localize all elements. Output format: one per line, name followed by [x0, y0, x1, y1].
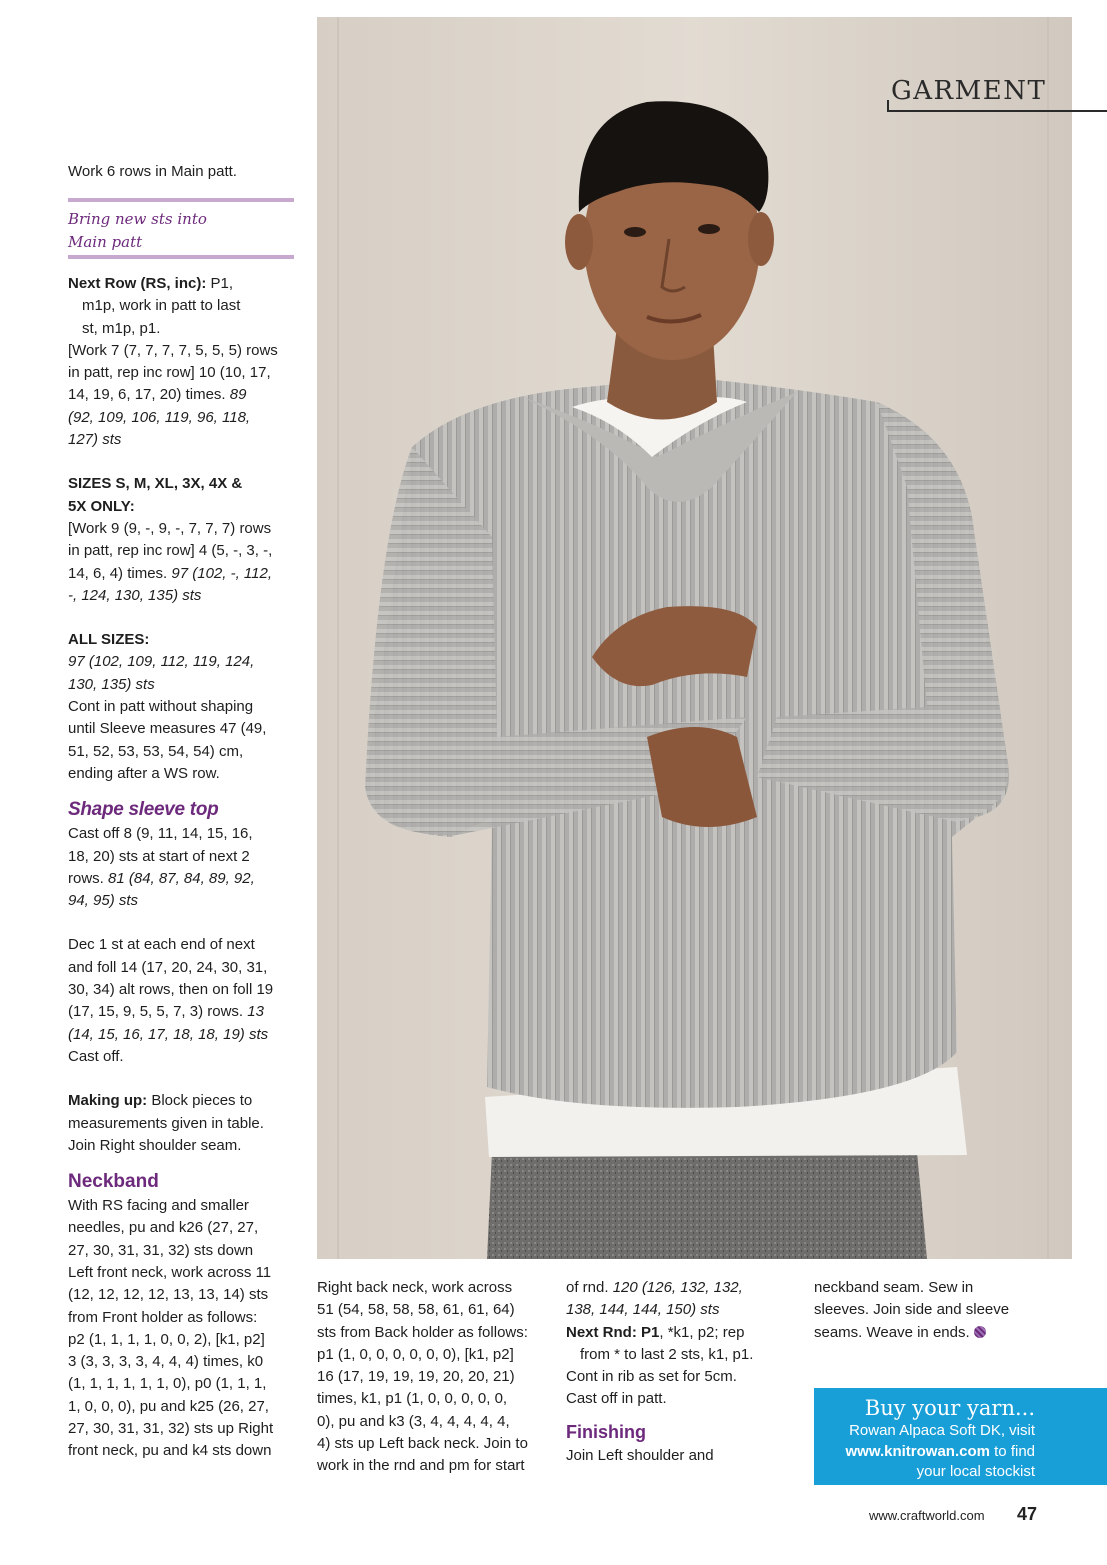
- para-2-line-3-b: 89: [225, 386, 247, 404]
- column-4-line-2: sleeves. Join side and sleeve: [814, 1301, 1010, 1319]
- next-rnd-label: Next Rnd: P1: [566, 1323, 660, 1341]
- para-4-line-4: until Sleeve measures 47 (49,: [68, 720, 267, 738]
- column-2-line: 51 (54, 58, 58, 58, 61, 61, 64): [317, 1301, 515, 1319]
- neckband-line: Left front neck, work across 11: [68, 1263, 272, 1281]
- neckband-line: With RS facing and smaller: [68, 1197, 249, 1215]
- column-2-line: work in the rnd and pm for start: [317, 1457, 525, 1475]
- buy-yarn-box: [814, 1388, 1107, 1485]
- making-up-line-2: measurements given in table.: [68, 1114, 264, 1132]
- column-3-line-1-b: 120 (126, 132, 132,: [608, 1279, 743, 1296]
- buy-yarn-title: Buy your yarn...: [864, 1396, 1035, 1420]
- next-row-text-a: P1,: [206, 275, 234, 292]
- para-3-line-3: [68, 563, 308, 585]
- para-5-line-3-a: rows.: [68, 869, 104, 887]
- para-5-line-3-b: 81 (84, 87, 84, 89, 92,: [103, 869, 255, 887]
- para-5-line-4: 94, 95) sts: [68, 892, 139, 910]
- para-4-line-1: 97 (102, 109, 112, 119, 124,: [68, 653, 255, 671]
- column-1-intro: [68, 161, 298, 183]
- column-3-line-1: [566, 1277, 806, 1299]
- para-4-line-2: 130, 135) sts: [68, 675, 155, 693]
- column-2-line: sts from Back holder as follows:: [317, 1323, 528, 1341]
- neckband-line: needles, pu and k26 (27, 27,: [68, 1219, 259, 1237]
- column-2-line: 4) sts up Left back neck. Join to: [317, 1435, 528, 1453]
- intro-text: Work 6 rows in Main patt.: [68, 163, 237, 180]
- next-row-line-2: m1p, work in patt to last: [82, 297, 241, 315]
- para-3-line-3-a: 14, 6, 4) times.: [68, 564, 168, 582]
- para-6-line-4-b: 13: [243, 1003, 264, 1021]
- neckband-line: 27, 30, 31, 31, 32) sts down: [68, 1241, 254, 1259]
- para-6-line-6: Cast off.: [68, 1047, 124, 1065]
- para-3-line-3-b: 97 (102, -, 112,: [167, 564, 273, 582]
- subheading-box: [68, 198, 294, 259]
- neckband-line: 1, 0, 0, 0), pu and k25 (26, 27,: [68, 1397, 269, 1415]
- buy-yarn-line-2: [814, 1442, 1035, 1463]
- para-2-line-1: [Work 7 (7, 7, 7, 7, 5, 5, 5) rows: [68, 341, 278, 359]
- para-5-line-2: 18, 20) sts at start of next 2: [68, 847, 250, 865]
- next-row-line-1: [68, 273, 308, 295]
- para-3-line-1: [Work 9 (9, -, 9, -, 7, 7, 7) rows: [68, 519, 272, 537]
- para-6-line-1: Dec 1 st at each end of next: [68, 936, 255, 954]
- neckband-line: p2 (1, 1, 1, 1, 0, 0, 2), [k1, p2]: [68, 1330, 265, 1348]
- column-3-line-1-a: of rnd.: [566, 1279, 609, 1296]
- column-2-line: 0), pu and k3 (3, 4, 4, 4, 4, 4,: [317, 1412, 510, 1430]
- making-up-text-a: Block pieces to: [147, 1092, 253, 1110]
- para-5-line-1: Cast off 8 (9, 11, 14, 15, 16,: [68, 825, 253, 843]
- making-up-label: Making up:: [68, 1092, 148, 1110]
- next-row-label: Next Row (RS, inc):: [68, 275, 207, 292]
- para-2-line-3-a: 14, 19, 6, 17, 20) times.: [68, 386, 226, 404]
- subheading-line-1: Bring new sts into: [68, 210, 207, 228]
- neckband-line: 3 (3, 3, 3, 3, 4, 4, 4) times, k0: [68, 1353, 264, 1371]
- column-3-line-6: Cast off in patt.: [566, 1390, 667, 1408]
- para-2-line-3: [68, 384, 308, 406]
- neckband-line: (1, 1, 1, 1, 1, 1, 0), p0 (1, 1, 1,: [68, 1375, 267, 1393]
- para-3-line-4: -, 124, 130, 135) sts: [68, 586, 202, 604]
- column-3-line-2: 138, 144, 144, 150) sts: [566, 1301, 720, 1319]
- buy-yarn-line-1: Rowan Alpaca Soft DK, visit: [849, 1422, 1035, 1439]
- man-in-grey-ribbed-sweater-illustration: [317, 17, 1072, 1259]
- page-number: 47: [1017, 1504, 1038, 1524]
- column-1: [68, 273, 308, 1463]
- shape-sleeve-top-heading: Shape sleeve top: [68, 799, 219, 821]
- next-rnd-line-1: [566, 1322, 806, 1344]
- para-4-line-6: ending after a WS row.: [68, 764, 220, 782]
- neckband-line: 27, 30, 31, 31, 32) sts up Right: [68, 1420, 274, 1438]
- model-photo: [317, 17, 1072, 1259]
- column-3: [566, 1277, 806, 1467]
- column-4-line-3: [814, 1322, 1084, 1344]
- footer-url[interactable]: www.craftworld.com: [869, 1508, 985, 1523]
- neckband-line: front neck, pu and k4 sts down: [68, 1442, 272, 1460]
- column-3-line-7: Join Left shoulder and: [566, 1446, 714, 1464]
- section-tag-label: GARMENT: [891, 76, 1047, 106]
- next-rnd-line-2: from * to last 2 sts, k1, p1.: [580, 1345, 754, 1363]
- para-2-line-2: in patt, rep inc row] 10 (10, 17,: [68, 364, 271, 382]
- column-2: [317, 1277, 557, 1478]
- sizes-heading-line-2: 5X ONLY:: [68, 497, 135, 515]
- sizes-heading-line-1: SIZES S, M, XL, 3X, 4X &: [68, 475, 243, 493]
- next-row-line-3: st, m1p, p1.: [82, 319, 161, 337]
- neckband-line: from Front holder as follows:: [68, 1308, 258, 1326]
- subheading-text: [68, 202, 294, 255]
- subheading-bottom-rule: [68, 255, 294, 259]
- knitrowan-link[interactable]: www.knitrowan.com: [845, 1442, 990, 1460]
- buy-yarn-line-2-rest: to find: [989, 1442, 1035, 1460]
- para-2-line-5: 127) sts: [68, 431, 122, 449]
- all-sizes-heading: ALL SIZES:: [68, 631, 150, 649]
- column-2-line: p1 (1, 0, 0, 0, 0, 0, 0), [k1, p2]: [317, 1345, 514, 1363]
- section-tag-rule: [887, 110, 1107, 112]
- column-2-line: times, k1, p1 (1, 0, 0, 0, 0, 0,: [317, 1390, 508, 1408]
- yarn-ball-icon: [974, 1326, 986, 1338]
- next-rnd-text-a: , *k1, p2; rep: [659, 1323, 745, 1341]
- neckband-heading: Neckband: [68, 1171, 159, 1193]
- para-4-line-3: Cont in patt without shaping: [68, 698, 254, 716]
- column-4-line-3-text: seams. Weave in ends.: [814, 1323, 970, 1341]
- para-4-line-5: 51, 52, 53, 53, 54, 54) cm,: [68, 742, 244, 760]
- neckband-line: (12, 12, 12, 12, 13, 13, 14) sts: [68, 1286, 269, 1304]
- para-6-line-4-a: (17, 15, 9, 5, 5, 7, 3) rows.: [68, 1003, 244, 1021]
- column-2-line: Right back neck, work across: [317, 1279, 513, 1296]
- para-6-line-2: and foll 14 (17, 20, 24, 30, 31,: [68, 958, 268, 976]
- section-tag: [887, 76, 1107, 112]
- column-3-line-5: Cont in rib as set for 5cm.: [566, 1368, 737, 1386]
- para-2-line-4: (92, 109, 106, 119, 96, 118,: [68, 408, 251, 426]
- para-6-line-3: 30, 34) alt rows, then on foll 19: [68, 981, 274, 999]
- making-up-line-1: [68, 1090, 308, 1112]
- subheading-line-2: Main patt: [68, 232, 143, 251]
- buy-yarn-line-3: your local stockist: [916, 1463, 1035, 1480]
- making-up-line-3: Join Right shoulder seam.: [68, 1136, 242, 1154]
- para-6-line-4: [68, 1001, 308, 1023]
- para-3-line-2: in patt, rep inc row] 4 (5, -, 3, -,: [68, 542, 273, 560]
- column-4-line-1: neckband seam. Sew in: [814, 1279, 974, 1296]
- column-4: [814, 1277, 1084, 1344]
- column-2-line: 16 (17, 19, 19, 19, 20, 20, 21): [317, 1368, 515, 1386]
- para-5-line-3: [68, 868, 308, 890]
- para-6-line-5: (14, 15, 16, 17, 18, 18, 19) sts: [68, 1025, 269, 1043]
- finishing-heading: Finishing: [566, 1421, 646, 1442]
